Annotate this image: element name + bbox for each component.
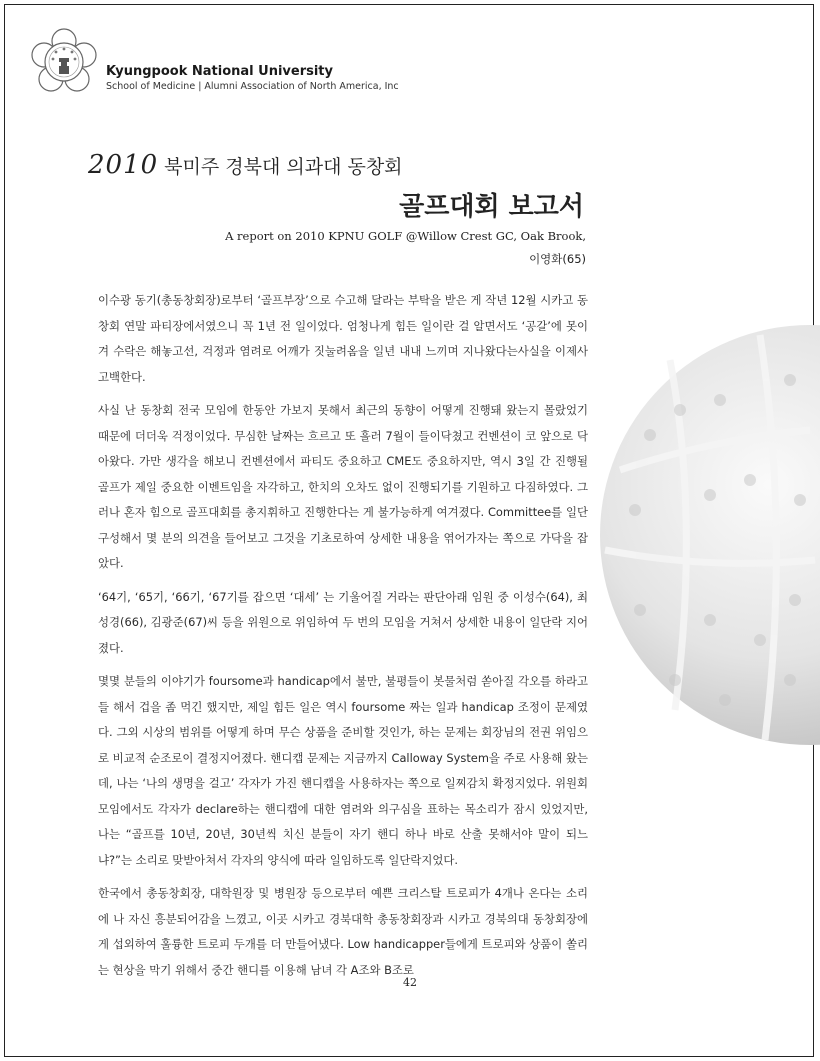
title-line-2: 골프대회 보고서: [399, 192, 584, 222]
title-year: 2010: [88, 150, 159, 180]
golf-ball-icon: [560, 320, 820, 750]
article-body: [98, 288, 588, 991]
title-line-1-text: 북미주 경북대 의과대 동창회: [164, 156, 403, 178]
title-line-1: [88, 150, 403, 180]
header-subtitle: School of Medicine | Alumni Association of North America, Inc: [106, 81, 399, 92]
paragraph: ‘64기, ‘65기, ‘66기, ‘67기를 잡으면 ‘대세’ 는 기울어질 거라는 판단아래 임원 중 이성수(64), 최성경(66), 김광준(67)씨 등을 위원으로 위임하여 두 번의 모임을 거쳐서 상세한 내용이 일단락 지어졌다.: [98, 589, 588, 655]
paragraph: 사실 난 동창회 전국 모임에 한동안 가보지 못해서 최근의 동향이 어떻게 진행돼 왔는지 몰랐었기 때문에 더더욱 걱정이었다. 무심한 날짜는 흐르고 또 흘러 7월이 들이닥쳤고 컨벤션이 코 앞으로 닥아왔다. 가만 생각을 해보니 컨벤션에서 파티도 중요하고 CME도 중요하지만, 역시 3일 간 진행될 골프가 제일 중요한 이벤트임을 자각하고, 한치의 오차도 없이 진행되기를 기원하고 다짐하였다. 그러나 혼자 힘으로 골프대회를 총지휘하고 진행한다는 게 불가능하게 여겨졌다. Committee를 일단 구성해서 몇 분의 의견을 들어보고 그것을 기초로하여 상세한 내용을 엮어가자는 쪽으로 가닥을 잡았다.: [98, 403, 588, 570]
author: 이영화(65): [529, 252, 586, 266]
page-number: 42: [403, 976, 417, 989]
paragraph: 한국에서 총동창회장, 대학원장 및 병원장 등으로부터 예쁜 크리스탈 트로피가 4개나 온다는 소리에 나 자신 흥분되어감을 느꼈고, 이곳 시카고 경북대학 총동창회장과 시카고 경북의대 동창회장에게 섭외하여 훌륭한 트로피 두개를 더 만들어냈다. Low handicapper들에게 트로피와 상품이 쏠리는 현상을 막기 위해서 중간 핸디를 이용해 남녀 각 A조와 B조로: [98, 886, 588, 977]
university-seal-icon: [30, 28, 98, 96]
report-subtitle: A report on 2010 KPNU GOLF @Willow Crest GC, Oak Brook,: [225, 229, 586, 243]
paragraph: 이수광 동기(총동창회장)로부터 ‘골프부장’으로 수고해 달라는 부탁을 받은 게 작년 12월 시카고 동창회 연말 파티장에서였으니 꼭 1년 전 일이었다. 엄청나게 힘든 일이란 걸 알면서도 ‘공갈’에 못이겨 수락은 해놓고선, 걱정과 염려로 어깨가 짓눌려옴을 일년 내내 느끼며 지나왔다는사실을 이제사 고백한다.: [98, 293, 588, 384]
paragraph: 몇몇 분들의 이야기가 foursome과 handicap에서 불만, 불평들이 봇물처럼 쏟아질 각오를 하라고들 해서 겁을 좀 먹긴 했지만, 제일 힘든 일은 역시 foursome 짜는 일과 handicap 조정이 문제였다. 그외 시상의 범위를 어떻게 하며 무슨 상품을 준비할 것인가, 하는 문제는 회장님의 전권 위임으로 비교적 순조로이 결정지어졌다. 핸디캡 문제는 지금까지 Calloway System을 주로 사용해 왔는데, 나는 ‘나의 생명을 걸고’ 각자가 가진 핸디캡을 사용하자는 쪽으로 일찌감치 확정지었다. 위원회모임에서도 각자가 declare하는 핸디캡에 대한 염려와 의구심을 표하는 목소리가 잠시 있었지만, 나는 “골프를 10년, 20년, 30년씩 치신 분들이 자기 핸디 하나 바로 산출 못해서야 말이 되느냐?”는 소리로 맞받아쳐서 각자의 양식에 따라 일임하도록 일단락지었다.: [98, 674, 588, 867]
university-name: Kyungpook National University: [106, 64, 333, 79]
